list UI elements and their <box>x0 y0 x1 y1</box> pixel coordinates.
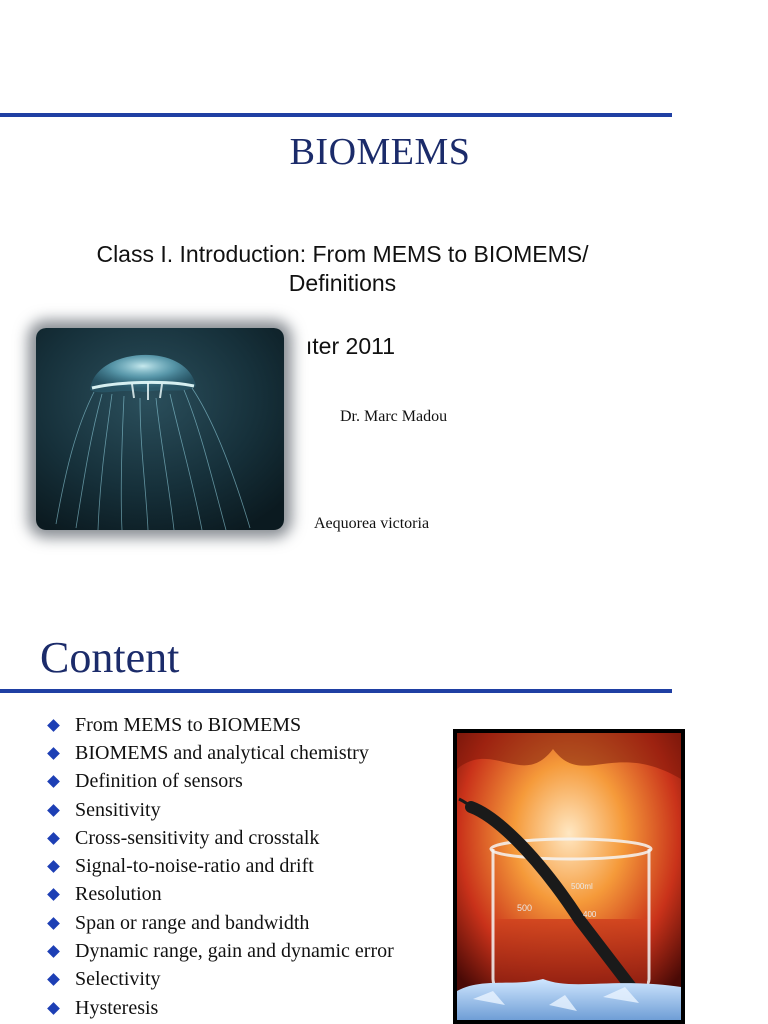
content-divider <box>0 689 672 693</box>
bullet-text: Definition of sensors <box>75 770 243 793</box>
bullet-text: From MEMS to BIOMEMS <box>75 713 302 736</box>
bullet-text: Span or range and bandwidth <box>75 911 310 934</box>
bullet-text: Hysteresis <box>75 996 159 1019</box>
bullet-diamond-icon <box>47 889 60 902</box>
bullet-item <box>46 711 394 739</box>
bullet-item <box>46 966 394 994</box>
bullet-item <box>46 937 394 965</box>
bullet-text: Selectivity <box>75 968 161 991</box>
slide-subtitle: Class I. Introduction: From MEMS to BIOMEMS/ Definitions <box>96 241 589 296</box>
author-name: Dr. Marc Madou <box>340 408 448 425</box>
content-title: Content <box>40 633 180 682</box>
bullet-diamond-icon <box>47 1002 60 1015</box>
beaker-mark-label: 500 <box>517 903 533 913</box>
bullet-item <box>46 768 394 796</box>
bullet-text: Resolution <box>75 883 162 906</box>
bullet-text: Cross-sensitivity and crosstalk <box>75 826 320 849</box>
bullet-item <box>46 796 394 824</box>
bullet-diamond-icon <box>47 775 60 788</box>
bullet-item <box>46 994 394 1022</box>
bullet-item <box>46 852 394 880</box>
bullet-diamond-icon <box>47 860 60 873</box>
bullet-diamond-icon <box>47 832 60 845</box>
bullet-item <box>46 824 394 852</box>
image-caption: Aequorea victoria <box>314 515 430 532</box>
bullet-diamond-icon <box>47 945 60 958</box>
bullet-diamond-icon <box>47 719 60 732</box>
slide-title: BIOMEMS <box>289 131 471 173</box>
title-divider <box>0 113 672 117</box>
jellyfish-image <box>36 328 284 530</box>
beaker-flames-image <box>453 729 685 1024</box>
bullet-text: BIOMEMS and analytical chemistry <box>75 741 369 764</box>
bullet-item <box>46 881 394 909</box>
bullet-item <box>46 739 394 767</box>
bullet-text: Signal-to-noise-ratio and drift <box>75 855 314 878</box>
bullet-text: Sensitivity <box>75 798 161 821</box>
bullet-text: Dynamic range, gain and dynamic error <box>75 940 394 963</box>
bullet-item <box>46 909 394 937</box>
beaker-mark-label: 400 <box>583 910 597 919</box>
beaker-mark-label: 500ml <box>571 882 593 891</box>
bullet-diamond-icon <box>47 747 60 760</box>
bullet-diamond-icon <box>47 804 60 817</box>
bullet-diamond-icon <box>47 917 60 930</box>
content-bullet-list <box>46 711 394 1022</box>
term-label: ıter 2011 <box>305 333 395 359</box>
bullet-diamond-icon <box>47 973 60 986</box>
